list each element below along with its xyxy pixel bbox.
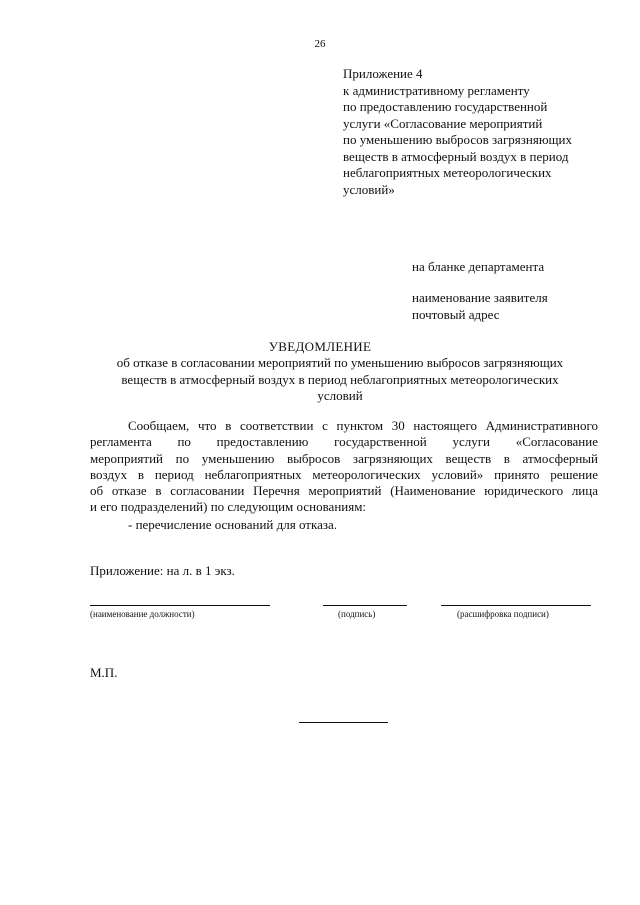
- appendix-line: услуги «Согласование мероприятий: [343, 115, 543, 131]
- recipient-block: [412, 290, 548, 323]
- appendix-line: Приложение 4: [343, 66, 423, 81]
- subtitle-line: условий: [317, 388, 363, 403]
- body-line: воздух в период неблагоприятных метеорологических условий» принято решение: [90, 466, 598, 482]
- body-line: и его подразделений) по следующим основаниям:: [90, 499, 367, 515]
- appendix-header: [343, 66, 603, 198]
- letterhead-note: на бланке департамента: [412, 259, 545, 274]
- signature-line: [323, 605, 407, 606]
- position-caption: (наименование должности): [90, 609, 195, 619]
- appendix-line: к административному регламенту: [343, 82, 530, 98]
- page-number: 26: [314, 38, 326, 50]
- body-line: регламента по предоставлению государственной услуги «Согласование: [90, 434, 598, 450]
- subtitle-line: об отказе в согласовании мероприятий по уменьшению выбросов загрязняющих: [116, 355, 564, 370]
- position-signature-line: [90, 605, 270, 606]
- notice-title: УВЕДОМЛЕНИЕ: [268, 339, 372, 354]
- stamp-place: М.П.: [90, 665, 118, 680]
- body-line: Сообщаем, что в соответствии с пунктом 30 настоящего Административного: [128, 418, 598, 433]
- notice-body: [90, 418, 598, 516]
- appendix-line: условий»: [343, 181, 395, 197]
- recipient-address-label: почтовый адрес: [412, 306, 500, 322]
- end-divider: [299, 722, 388, 723]
- subtitle-line: веществ в атмосферный воздух в период неблагоприятных метеорологических: [121, 371, 559, 387]
- body-line: об отказе в согласовании Перечня мероприятий (Наименование юридического лица: [90, 483, 598, 499]
- attachment-note: Приложение: на л. в 1 экз.: [90, 563, 235, 578]
- body-line: мероприятий по уменьшению выбросов загрязняющих веществ в атмосферный: [90, 450, 598, 466]
- appendix-line: по предоставлению государственной: [343, 99, 548, 114]
- notice-subtitle: [90, 355, 590, 405]
- recipient-name-label: наименование заявителя: [412, 290, 548, 305]
- appendix-line: веществ в атмосферный воздух в период: [343, 148, 569, 164]
- refusal-grounds-item: - перечисление оснований для отказа.: [128, 517, 338, 532]
- decoding-signature-line: [441, 605, 591, 606]
- signature-caption: (подпись): [338, 609, 376, 619]
- decoding-caption: (расшифровка подписи): [457, 609, 549, 619]
- appendix-line: по уменьшению выбросов загрязняющих: [343, 132, 573, 147]
- appendix-line: неблагоприятных метеорологических: [343, 165, 552, 180]
